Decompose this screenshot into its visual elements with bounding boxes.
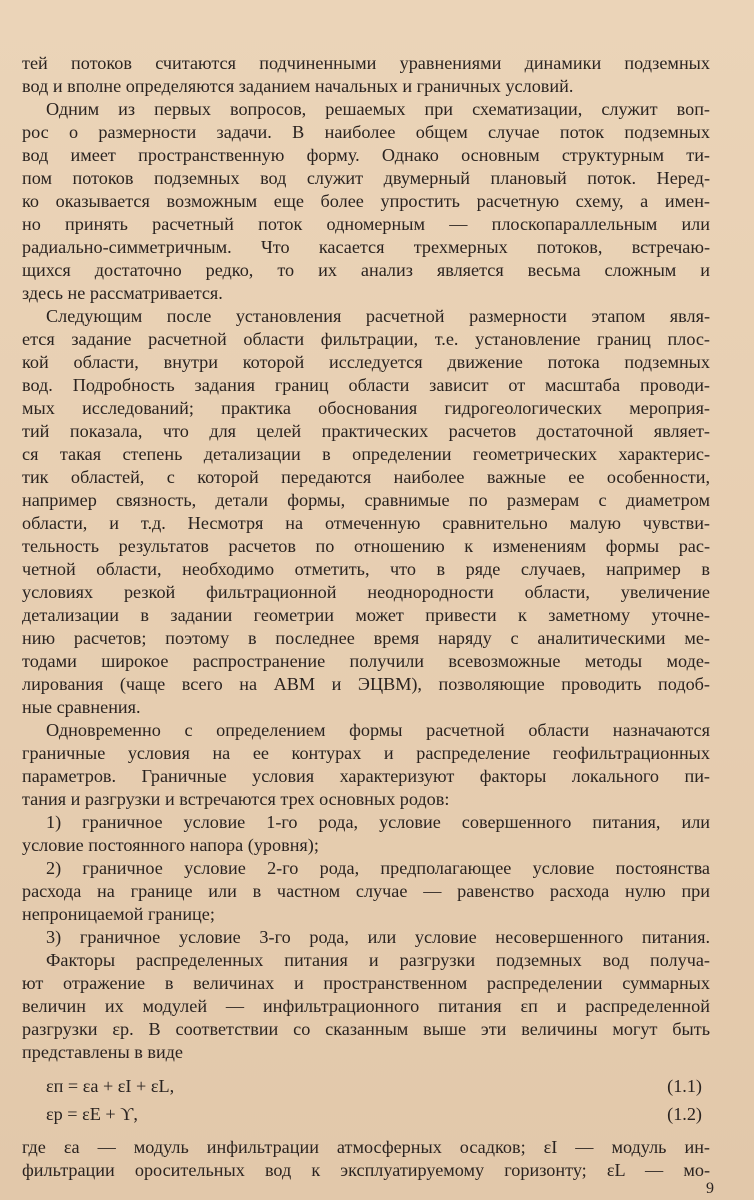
text-line: расхода на границе или в частном случае — равенство расхода нулю при [22,881,710,901]
text-line: Факторы распределенных питания и разгрузки подземных вод получа- [46,950,710,970]
equation-formula: εп = εа + εI + εL, [46,1076,175,1096]
text-line: непроницаемой границе; [22,904,215,924]
text-line: тий показала, что для целей практических расчетов достаточной являет- [22,421,710,441]
paragraph-definitions [22,1136,710,1182]
text-line: лирования (чаще всего на АВМ и ЭЦВМ), позволяющие проводить подоб- [22,674,710,694]
text-line: щихся достаточно редко, то их анализ является весьма сложным и [22,260,710,280]
paragraph-dimensionality [22,98,710,305]
equation-1-2 [22,1100,710,1128]
text-line: мых исследований; практика обоснования гидрогеологических мероприя- [22,398,710,418]
text-line: вод имеет пространственную форму. Однако основным структурным ти- [22,145,710,165]
paragraph-distributed-recharge [22,949,710,1064]
equation-formula: εр = εE + ϒ, [46,1104,138,1124]
text-line: тей потоков считаются подчиненными уравнениями динамики подземных [22,53,710,73]
text-line: фильтрации оросительных вод к эксплуатируемому горизонту; εL — мо- [22,1160,710,1180]
text-line: ется задание расчетной области фильтрации, т.е. установление границ плос- [22,329,710,349]
text-line: радиально-симметричным. Что касается трехмерных потоков, встречаю- [22,237,710,257]
text-line: нию расчетов; поэтому в последнее время наряду с аналитическими ме- [22,628,710,648]
text-line: ко оказывается возможным еще более упростить расчетную схему, а имен- [22,191,710,211]
text-line: четной области, необходимо отметить, что в ряде случаев, например в [22,559,710,579]
text-line: 2) граничное условие 2-го рода, предполагающее условие постоянства [46,858,710,878]
text-line: разгрузки εр. В соответствии со сказанным выше эти величины могут быть [22,1019,710,1039]
text-line: например связность, детали формы, сравнимые по размерам с диаметром [22,490,710,510]
text-line: ся такая степень детализации в определении геометрических характерис- [22,444,710,464]
text-line: ные сравнения. [22,697,141,717]
text-line: где εа — модуль инфильтрации атмосферных осадков; εI — модуль ин- [22,1137,710,1157]
text-line: граничные условия на ее контурах и распределение геофильтрационных [22,743,710,763]
text-line: вод и вполне определяются заданием начальных и граничных условий. [22,76,574,96]
equation-number: (1.2) [667,1104,702,1124]
list-item-second-kind [22,857,710,926]
text-line: условие постоянного напора (уровня); [22,835,319,855]
text-line: тания и разгрузки и встречаются трех основных родов: [22,789,450,809]
text-line: величин их модулей — инфильтрационного питания εп и распределенной [22,996,710,1016]
text-line: кой области, внутри которой исследуется движение потока подземных [22,352,710,372]
text-line: детализации в задании геометрии может привести к заметному уточне- [22,605,710,625]
text-line: тик областей, с которой передаются наиболее важные ее особенности, [22,467,710,487]
paragraph-filtration-domain [22,305,710,719]
text-line: 3) граничное условие 3-го рода, или условие несовершенного питания. [46,927,710,947]
list-item-third-kind [22,926,710,949]
text-line: представлены в виде [22,1042,184,1062]
text-line: тодами широкое распространение получили всевозможные методы моде- [22,651,710,671]
text-line: тельность результатов расчетов по отношению к изменениям формы рас- [22,536,710,556]
text-line: параметров. Граничные условия характеризуют факторы локального пи- [22,766,710,786]
paragraph-boundary-conditions [22,719,710,811]
text-line: здесь не рассматривается. [22,283,223,303]
text-line: области, и т.д. Несмотря на отмеченную сравнительно малую чувстви- [22,513,710,533]
text-line: Одним из первых вопросов, решаемых при схематизации, служит воп- [46,99,710,119]
text-line: рос о размерности задачи. В наиболее общем случае поток подземных [22,122,710,142]
text-line: 1) граничное условие 1-го рода, условие совершенного питания, или [46,812,710,832]
text-line: вод. Подробность задания границ области зависит от масштаба проводи- [22,375,710,395]
list-item-first-kind [22,811,710,857]
text-line: условиях резкой фильтрационной неоднородности области, увеличение [22,582,710,602]
text-line: Одновременно с определением формы расчетной области назначаются [46,720,710,740]
text-line: пом потоков подземных вод служит двумерный плановый поток. Неред- [22,168,710,188]
equation-number: (1.1) [667,1076,702,1096]
text-line: Следующим после установления расчетной размерности этапом явля- [46,306,710,326]
text-line: но принять расчетный поток одномерным — плоскопараллельным или [22,214,710,234]
text-line: ют отражение в величинах и пространственном распределении суммарных [22,973,710,993]
page-number: 9 [706,1180,714,1197]
equation-1-1 [22,1072,710,1100]
paragraph-intro [22,52,710,98]
